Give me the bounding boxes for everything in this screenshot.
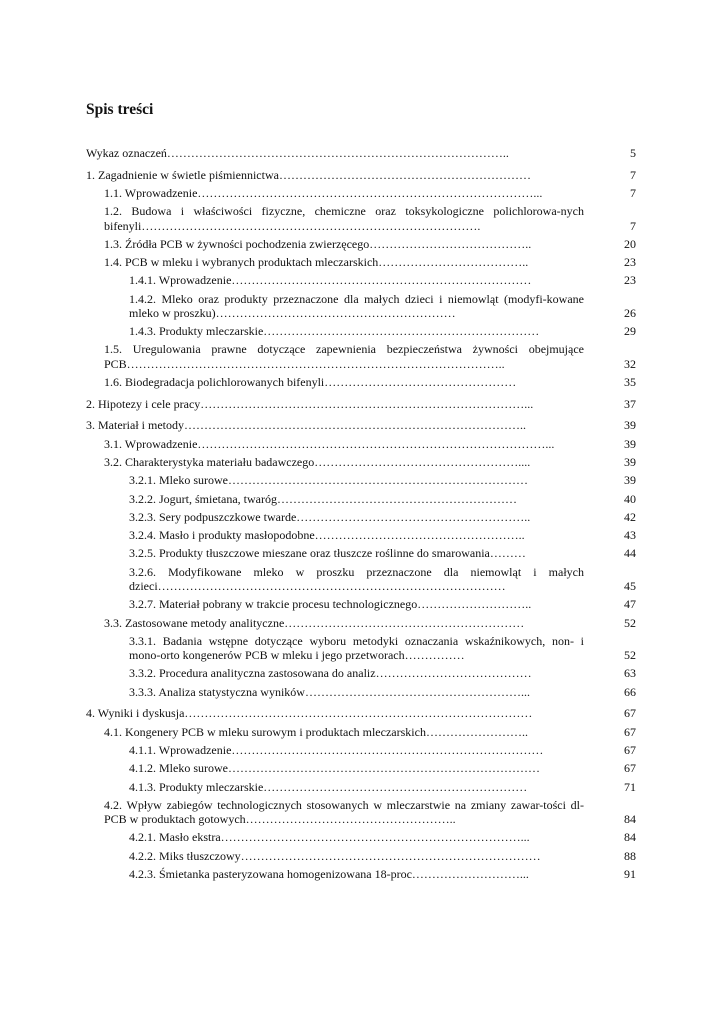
toc-entry [86, 616, 639, 630]
toc-entry-title: 4.2. Wpływ zabiegów technologicznych stosowanych w mleczarstwie na zmiany zawar-tości dl-PCB w produktach gotowych…………………………………………….. [104, 797, 584, 827]
toc-entry-page-number: 67 [624, 706, 636, 721]
toc-entry-title: 1.4.2. Mleko oraz produkty przeznaczone dla małych dzieci i niemowląt (modyfi-kowane mleko w proszku)…………………………………………………… [129, 291, 584, 320]
toc-entry-title: 4.1. Kongenery PCB w mleku surowym i produktach mleczarskich…………………….. [104, 724, 528, 739]
toc-entry-page-number: 67 [624, 724, 636, 739]
toc-entry [86, 324, 639, 338]
toc-entry [86, 397, 639, 411]
toc-entry-page-number: 66 [624, 684, 636, 699]
toc-entry-page-number: 71 [624, 779, 636, 794]
toc-entry-title: 3.2.6. Modyfikowane mleko w proszku przeznaczone dla niemowląt i małych dzieci…………………………………………………………………………… [129, 564, 584, 593]
toc-entry [86, 168, 639, 182]
toc-entry-title: 3.2.7. Materiał pobrany w trakcie procesu technologicznego……………………….. [129, 597, 532, 612]
toc-entry [86, 342, 639, 370]
toc-entry-page-number: 67 [624, 742, 636, 757]
toc-entry-title: 3.2.1. Mleko surowe………………………………………………………………… [129, 473, 528, 488]
toc-entry-title: 4.2.3. Śmietanka pasteryzowana homogenizowana 18-proc………………………... [129, 866, 529, 881]
toc-entry [86, 437, 639, 451]
toc-entry-page-number: 7 [630, 218, 636, 233]
toc-entry [86, 780, 639, 794]
toc-entry [86, 849, 639, 863]
toc-entry-page-number: 45 [624, 578, 636, 593]
toc-entry [86, 204, 639, 232]
toc-entry-page-number: 39 [624, 454, 636, 469]
toc-entry-page-number: 23 [624, 255, 636, 270]
toc-entry-title: 3.3.1. Badania wstępne dotyczące wyboru metodyki oznaczania wskaźnikowych, non- i mono-orto kongenerów PCB w mleku i jego przetworach…………… [129, 633, 584, 663]
toc-entry-page-number: 23 [624, 273, 636, 288]
toc-entry-page-number: 39 [624, 436, 636, 451]
toc-entry-page-number: 84 [624, 812, 636, 827]
toc-entry-page-number: 26 [624, 305, 636, 320]
toc-entry [86, 455, 639, 469]
toc-entry-title: 3.3.2. Procedura analityczna zastosowana do analiz………………………………… [129, 666, 532, 681]
toc-entry [86, 706, 639, 720]
toc-entry-title: 1.5. Uregulowania prawne dotyczące zapewnienia bezpieczeństwa żywności obejmujące PCB………………………………………………………………………………….. [104, 342, 584, 371]
toc-entry-page-number: 29 [624, 324, 636, 339]
toc-entry-title: 3.2.3. Sery podpuszczkowe twarde………………………………………………….. [129, 509, 531, 524]
toc-entry-title: 3.2.2. Jogurt, śmietana, twaróg…………………………………………………… [129, 491, 517, 506]
toc-entry-page-number: 37 [624, 396, 636, 411]
toc-entry-title: 3.3. Zastosowane metody analityczne…………………………………………………… [104, 615, 525, 630]
toc-entry-title: 4.1.1. Wprowadzenie…………………………………………………………………… [129, 742, 544, 757]
toc-entry [86, 565, 639, 593]
toc-entry [86, 186, 639, 200]
toc-entry [86, 237, 639, 251]
table-of-contents [86, 146, 639, 885]
toc-entry-title: 4.2.1. Masło ekstra…………………………………………………………………... [129, 830, 530, 845]
toc-entry-page-number: 63 [624, 666, 636, 681]
toc-entry [86, 273, 639, 287]
toc-entry [86, 146, 639, 160]
toc-entry-page-number: 7 [630, 186, 636, 200]
toc-entry [86, 528, 639, 542]
toc-entry-title: 3.2.4. Masło i produkty masłopodobne…………………………………………….. [129, 528, 525, 543]
toc-entry [86, 255, 639, 269]
toc-entry-page-number: 44 [624, 546, 636, 561]
toc-entry-title: 3. Materiał i metody………………………………………………………………………….. [86, 418, 526, 433]
toc-entry-title: 4.2.2. Miks tłuszczowy………………………………………………………………… [129, 848, 541, 863]
toc-entry-title: 1.4.1. Wprowadzenie………………………………………………………………… [129, 273, 532, 288]
toc-entry-page-number: 67 [624, 761, 636, 776]
toc-entry-title: 4.1.3. Produkty mleczarskie………………………………………………………… [129, 779, 528, 794]
toc-entry-page-number: 42 [624, 509, 636, 524]
toc-entry-title: 1.4.3. Produkty mleczarskie…………………………………………………………… [129, 324, 540, 339]
toc-entry-title: 3.2. Charakterystyka materiału badawczego…………………………………………….... [104, 454, 531, 469]
page-title: Spis treści [86, 101, 154, 118]
toc-entry [86, 418, 639, 432]
toc-entry-title: 1.6. Biodegradacja polichlorowanych bifenyli………………………………………… [104, 374, 517, 389]
toc-entry [86, 761, 639, 775]
toc-entry [86, 830, 639, 844]
toc-entry-title: 1.3. Źródła PCB w żywności pochodzenia zwierzęcego………………………………….. [104, 236, 532, 251]
toc-entry-title: Wykaz oznaczeń………………………………………………………………………….. [86, 146, 509, 160]
toc-entry [86, 510, 639, 524]
toc-entry-title: 1. Zagadnienie w świetle piśmiennictwa……………………………………………………… [86, 167, 531, 182]
toc-entry [86, 685, 639, 699]
toc-entry-title: 3.1. Wprowadzenie……………………………………………………………………………... [104, 436, 555, 451]
toc-entry [86, 634, 639, 662]
toc-entry-page-number: 20 [624, 236, 636, 251]
toc-entry-page-number: 84 [624, 830, 636, 845]
toc-entry [86, 743, 639, 757]
toc-entry [86, 597, 639, 611]
toc-entry [86, 666, 639, 680]
toc-entry [86, 473, 639, 487]
toc-entry [86, 492, 639, 506]
toc-entry [86, 546, 639, 560]
toc-entry-title: 3.2.5. Produkty tłuszczowe mieszane oraz tłuszcze roślinne do smarowania……… [129, 546, 526, 561]
toc-entry-page-number: 91 [624, 866, 636, 881]
toc-entry-page-number: 35 [624, 374, 636, 389]
toc-entry-page-number: 32 [624, 356, 636, 371]
toc-entry [86, 725, 639, 739]
toc-entry-page-number: 39 [624, 418, 636, 433]
toc-entry-page-number: 52 [624, 648, 636, 663]
toc-entry-title: 2. Hipotezy i cele pracy………………………………………………………………………... [86, 396, 534, 411]
toc-entry-page-number: 47 [624, 597, 636, 612]
toc-entry-page-number: 7 [630, 167, 636, 182]
toc-entry-title: 4. Wyniki i dyskusja…………………………………………………………………………… [86, 706, 533, 721]
toc-entry-title: 4.1.2. Mleko surowe…………………………………………………………………… [129, 761, 540, 776]
toc-entry-page-number: 88 [624, 848, 636, 863]
toc-entry-title: 3.3.3. Analiza statystyczna wyników………………………………………………... [129, 684, 530, 699]
toc-entry [86, 867, 639, 881]
toc-entry [86, 292, 639, 320]
toc-entry-page-number: 39 [624, 473, 636, 488]
toc-entry [86, 375, 639, 389]
toc-entry-page-number: 40 [624, 491, 636, 506]
toc-entry-title: 1.1. Wprowadzenie…………………………………………………………………………... [104, 186, 543, 200]
toc-entry-page-number: 52 [624, 615, 636, 630]
toc-entry-title: 1.4. PCB w mleku i wybranych produktach mleczarskich……………………………….. [104, 255, 529, 270]
toc-entry-page-number: 43 [624, 528, 636, 543]
toc-entry [86, 798, 639, 826]
toc-entry-page-number: 5 [630, 146, 636, 160]
toc-entry-title: 1.2. Budowa i właściwości fizyczne, chemiczne oraz toksykologiczne polichlorowa-nych bifenyli…………………………………………………………………………. [104, 204, 584, 233]
